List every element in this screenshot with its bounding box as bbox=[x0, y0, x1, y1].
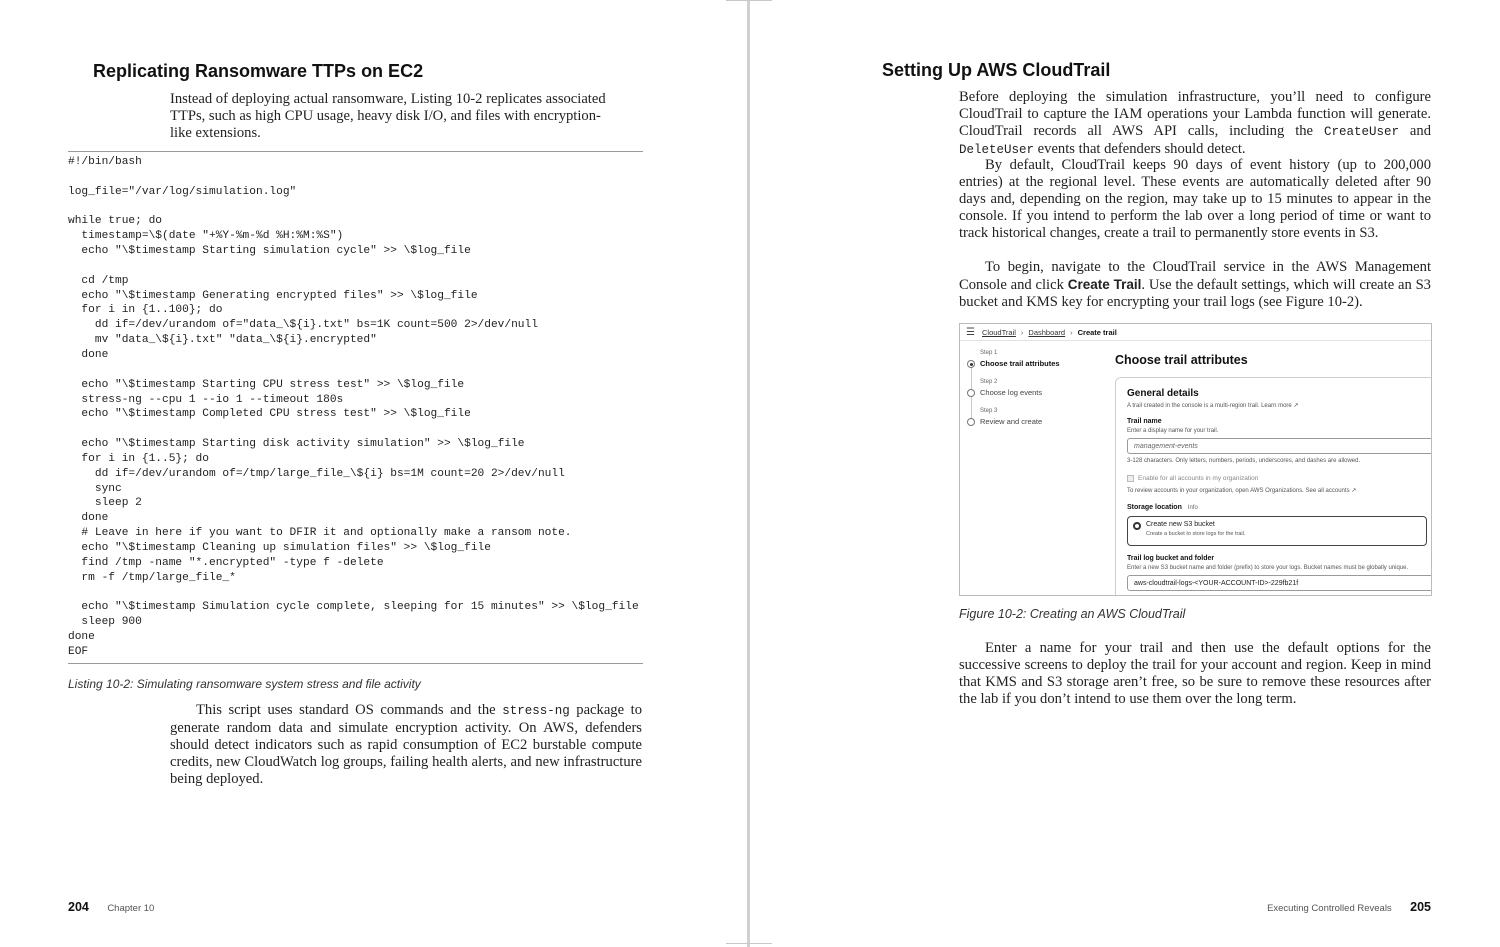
code-line: echo "\$timestamp Starting disk activity simulation" >> \$log_file bbox=[68, 438, 525, 451]
inline-code: DeleteUser bbox=[959, 143, 1035, 157]
code-line: stress-ng --cpu 1 --io 1 --timeout 180s bbox=[68, 393, 344, 406]
paragraph-1 bbox=[959, 89, 1431, 159]
text-run: To begin, navigate to the CloudTrail service in the AWS Management Console and click bbox=[959, 259, 1431, 293]
trail-name-input: management-events bbox=[1127, 438, 1432, 454]
code-line: mv "data_\${i}.txt" "data_\${i}.encrypted" bbox=[68, 334, 377, 347]
code-line: echo "\$timestamp Starting CPU stress test" >> \$log_file bbox=[68, 378, 465, 391]
panel-description bbox=[1127, 402, 1298, 409]
code-line bbox=[68, 363, 639, 378]
org-checkbox-label: Enable for all accounts in my organization bbox=[1138, 475, 1259, 482]
code-line: sync bbox=[68, 482, 122, 495]
code-listing bbox=[68, 155, 639, 660]
listing-caption: Listing 10-2: Simulating ransomware system stress and file activity bbox=[68, 677, 421, 691]
intro-paragraph bbox=[170, 91, 640, 142]
create-s3-bucket-option bbox=[1127, 516, 1427, 546]
section-heading: Replicating Ransomware TTPs on EC2 bbox=[93, 61, 424, 81]
breadcrumb-dashboard: Dashboard bbox=[1028, 328, 1066, 337]
bucket-help: Enter a new S3 bucket name and folder (prefix) to store your logs. Bucket names must be globally unique. bbox=[1127, 565, 1409, 571]
right-page bbox=[750, 0, 1500, 947]
intro-line: Instead of deploying actual ransomware, Listing 10-2 replicates associated bbox=[170, 91, 606, 107]
chevron-right-icon: › bbox=[1070, 328, 1073, 337]
text-run: Before deploying the simulation infrastructure, you’ll need to configure CloudTrail to capture the IAM operations your Lambda function will generate. CloudTrail records all AWS API calls, including the bbox=[959, 89, 1431, 139]
figure-caption: Figure 10-2: Creating an AWS CloudTrail bbox=[959, 607, 1186, 621]
step-name: Choose log events bbox=[980, 388, 1043, 397]
code-line: while true; do bbox=[68, 215, 162, 228]
wizard-steps bbox=[966, 346, 1106, 456]
code-line: sleep 900 bbox=[68, 616, 142, 629]
text-run: Storage location bbox=[1127, 504, 1182, 511]
breadcrumb-cloudtrail: CloudTrail bbox=[982, 328, 1016, 337]
running-head: Executing Controlled Reveals bbox=[1267, 903, 1392, 914]
hamburger-icon: ☰ bbox=[966, 327, 975, 338]
ui-term: Create Trail bbox=[1067, 277, 1142, 292]
step-selected-icon bbox=[967, 360, 975, 368]
code-line: cd /tmp bbox=[68, 274, 129, 287]
bucket-label: Trail log bucket and folder bbox=[1127, 555, 1215, 562]
inline-code: CreateUser bbox=[1323, 125, 1399, 139]
code-line: echo "\$timestamp Starting simulation cycle" >> \$log_file bbox=[68, 245, 471, 258]
left-folio bbox=[68, 898, 154, 916]
text-run: To review accounts in your organization, open AWS Organizations. See all accounts bbox=[1127, 488, 1350, 494]
chevron-right-icon: › bbox=[1020, 328, 1024, 337]
code-line bbox=[68, 200, 639, 215]
paragraph-2: By default, CloudTrail keeps 90 days of event history (up to 200,000 entries) at the regional level. These events are automatically deleted after 90 days and, depending on the region, may take up to 15 minutes to appear in the console. If you intend to perform the lab over a long period of time or want to track historical changes, create a trail to permanently store events in S3. bbox=[959, 157, 1431, 241]
code-line bbox=[68, 170, 639, 185]
code-line bbox=[68, 422, 639, 437]
org-checkbox bbox=[1127, 475, 1134, 482]
trail-name-constraint: 3-128 characters. Only letters, numbers, periods, underscores, and dashes are allowed. bbox=[1127, 458, 1361, 464]
listing-rule-bottom bbox=[68, 663, 643, 664]
code-line: timestamp=\$(date "+%Y-%m-%d %H:%M:%S") bbox=[68, 230, 344, 243]
code-line: echo "\$timestamp Generating encrypted files" >> \$log_file bbox=[68, 289, 478, 302]
code-line: echo "\$timestamp Completed CPU stress test" >> \$log_file bbox=[68, 408, 471, 421]
option-description: Create a bucket to store logs for the trail. bbox=[1146, 531, 1246, 537]
right-folio bbox=[1267, 898, 1431, 916]
step-number: Step 3 bbox=[980, 408, 998, 414]
text-run: events that defenders should detect. bbox=[1037, 141, 1246, 157]
step-icon bbox=[967, 389, 975, 397]
code-line: sleep 2 bbox=[68, 497, 142, 510]
code-line: done bbox=[68, 631, 95, 643]
intro-line: TTPs, such as high CPU usage, heavy disk I/O, and files with encryption- bbox=[170, 108, 601, 124]
org-help bbox=[1127, 487, 1356, 494]
code-line: for i in {1..5}; do bbox=[68, 452, 209, 465]
code-line: echo "\$timestamp Simulation cycle complete, sleeping for 15 minutes" >> \$log_file bbox=[68, 601, 639, 614]
code-line: # Leave in here if you want to DFIR it and optionally make a ransom note. bbox=[68, 527, 572, 540]
external-link-icon: ↗ bbox=[1351, 488, 1357, 494]
inline-code: stress-ng bbox=[502, 704, 570, 718]
paragraph-4: Enter a name for your trail and then use the default options for the successive screens to deploy the trail for your account and region. Keep in mind that KMS and S3 storage aren’t free, so be sure to remove these resources after the lab if you don’t intend to use them over the long term. bbox=[959, 640, 1431, 707]
text-run: . Use the default settings, which will create an S3 bucket and KMS key for encrypting your trail logs (see Figure 10-2). bbox=[959, 277, 1431, 310]
step-icon bbox=[967, 418, 975, 426]
breadcrumb-current: Create trail bbox=[1077, 328, 1117, 337]
step-name: Choose trail attributes bbox=[980, 359, 1060, 368]
wizard-page-title: Choose trail attributes bbox=[1115, 353, 1248, 367]
code-line bbox=[68, 259, 639, 274]
chapter-label: Chapter 10 bbox=[107, 903, 155, 914]
code-line: find /tmp -name "*.encrypted" -type f -delete bbox=[68, 556, 384, 569]
code-line: log_file="/var/log/simulation.log" bbox=[68, 185, 297, 198]
cloudtrail-screenshot-figure bbox=[959, 323, 1432, 596]
code-line: #!/bin/bash bbox=[68, 156, 142, 168]
step-number: Step 1 bbox=[980, 350, 998, 356]
console-topbar bbox=[960, 324, 1431, 341]
bucket-input: aws-cloudtrail-logs-<YOUR-ACCOUNT-ID>-229fb21f bbox=[1127, 575, 1432, 591]
text-run: package to generate random data and simulate encryption activity. On AWS, defenders should detect indicators such as rapid consumption of EC2 burstable compute credits, new CloudWatch log groups, failing health alerts, and new infrastructure being deployed. bbox=[170, 702, 642, 787]
code-line: echo "\$timestamp Cleaning up simulation files" >> \$log_file bbox=[68, 541, 491, 554]
text-run: This script uses standard OS commands and the bbox=[196, 702, 496, 718]
step-name: Review and create bbox=[980, 417, 1043, 426]
general-details-panel bbox=[1115, 377, 1432, 596]
trail-name-label: Trail name bbox=[1127, 418, 1162, 425]
code-line: dd if=/dev/urandom of="data_\${i}.txt" bs=1K count=500 2>/dev/null bbox=[68, 319, 538, 332]
page-number: 205 bbox=[1410, 900, 1431, 914]
code-line: EOF bbox=[68, 645, 89, 658]
panel-heading: General details bbox=[1127, 388, 1199, 399]
text-run: and bbox=[1409, 123, 1431, 139]
code-line: dd if=/dev/urandom of=/tmp/large_file_\${i} bs=1M count=20 2>/dev/null bbox=[68, 467, 565, 480]
storage-location-label bbox=[1127, 504, 1198, 511]
script-description-paragraph bbox=[170, 702, 642, 788]
external-link-icon: ↗ bbox=[1293, 403, 1299, 409]
info-link: Info bbox=[1187, 505, 1198, 511]
code-line: done bbox=[68, 348, 109, 361]
breadcrumb bbox=[982, 328, 1117, 337]
page-number: 204 bbox=[68, 900, 89, 914]
intro-line: like extensions. bbox=[170, 125, 261, 141]
code-line: done bbox=[68, 512, 109, 525]
paragraph-3 bbox=[959, 259, 1431, 311]
option-label: Create new S3 bucket bbox=[1146, 521, 1215, 528]
code-line: for i in {1..100}; do bbox=[68, 304, 223, 317]
step-number: Step 2 bbox=[980, 379, 998, 385]
code-line: rm -f /tmp/large_file_* bbox=[68, 571, 236, 584]
trail-name-help: Enter a display name for your trail. bbox=[1127, 428, 1219, 434]
section-heading: Setting Up AWS CloudTrail bbox=[882, 60, 1111, 80]
left-page bbox=[0, 0, 747, 947]
radio-selected-icon bbox=[1133, 522, 1141, 530]
text-run: A trail created in the console is a multi-region trail. Learn more bbox=[1127, 403, 1292, 409]
listing-rule-top bbox=[68, 151, 643, 152]
code-line bbox=[68, 585, 639, 600]
